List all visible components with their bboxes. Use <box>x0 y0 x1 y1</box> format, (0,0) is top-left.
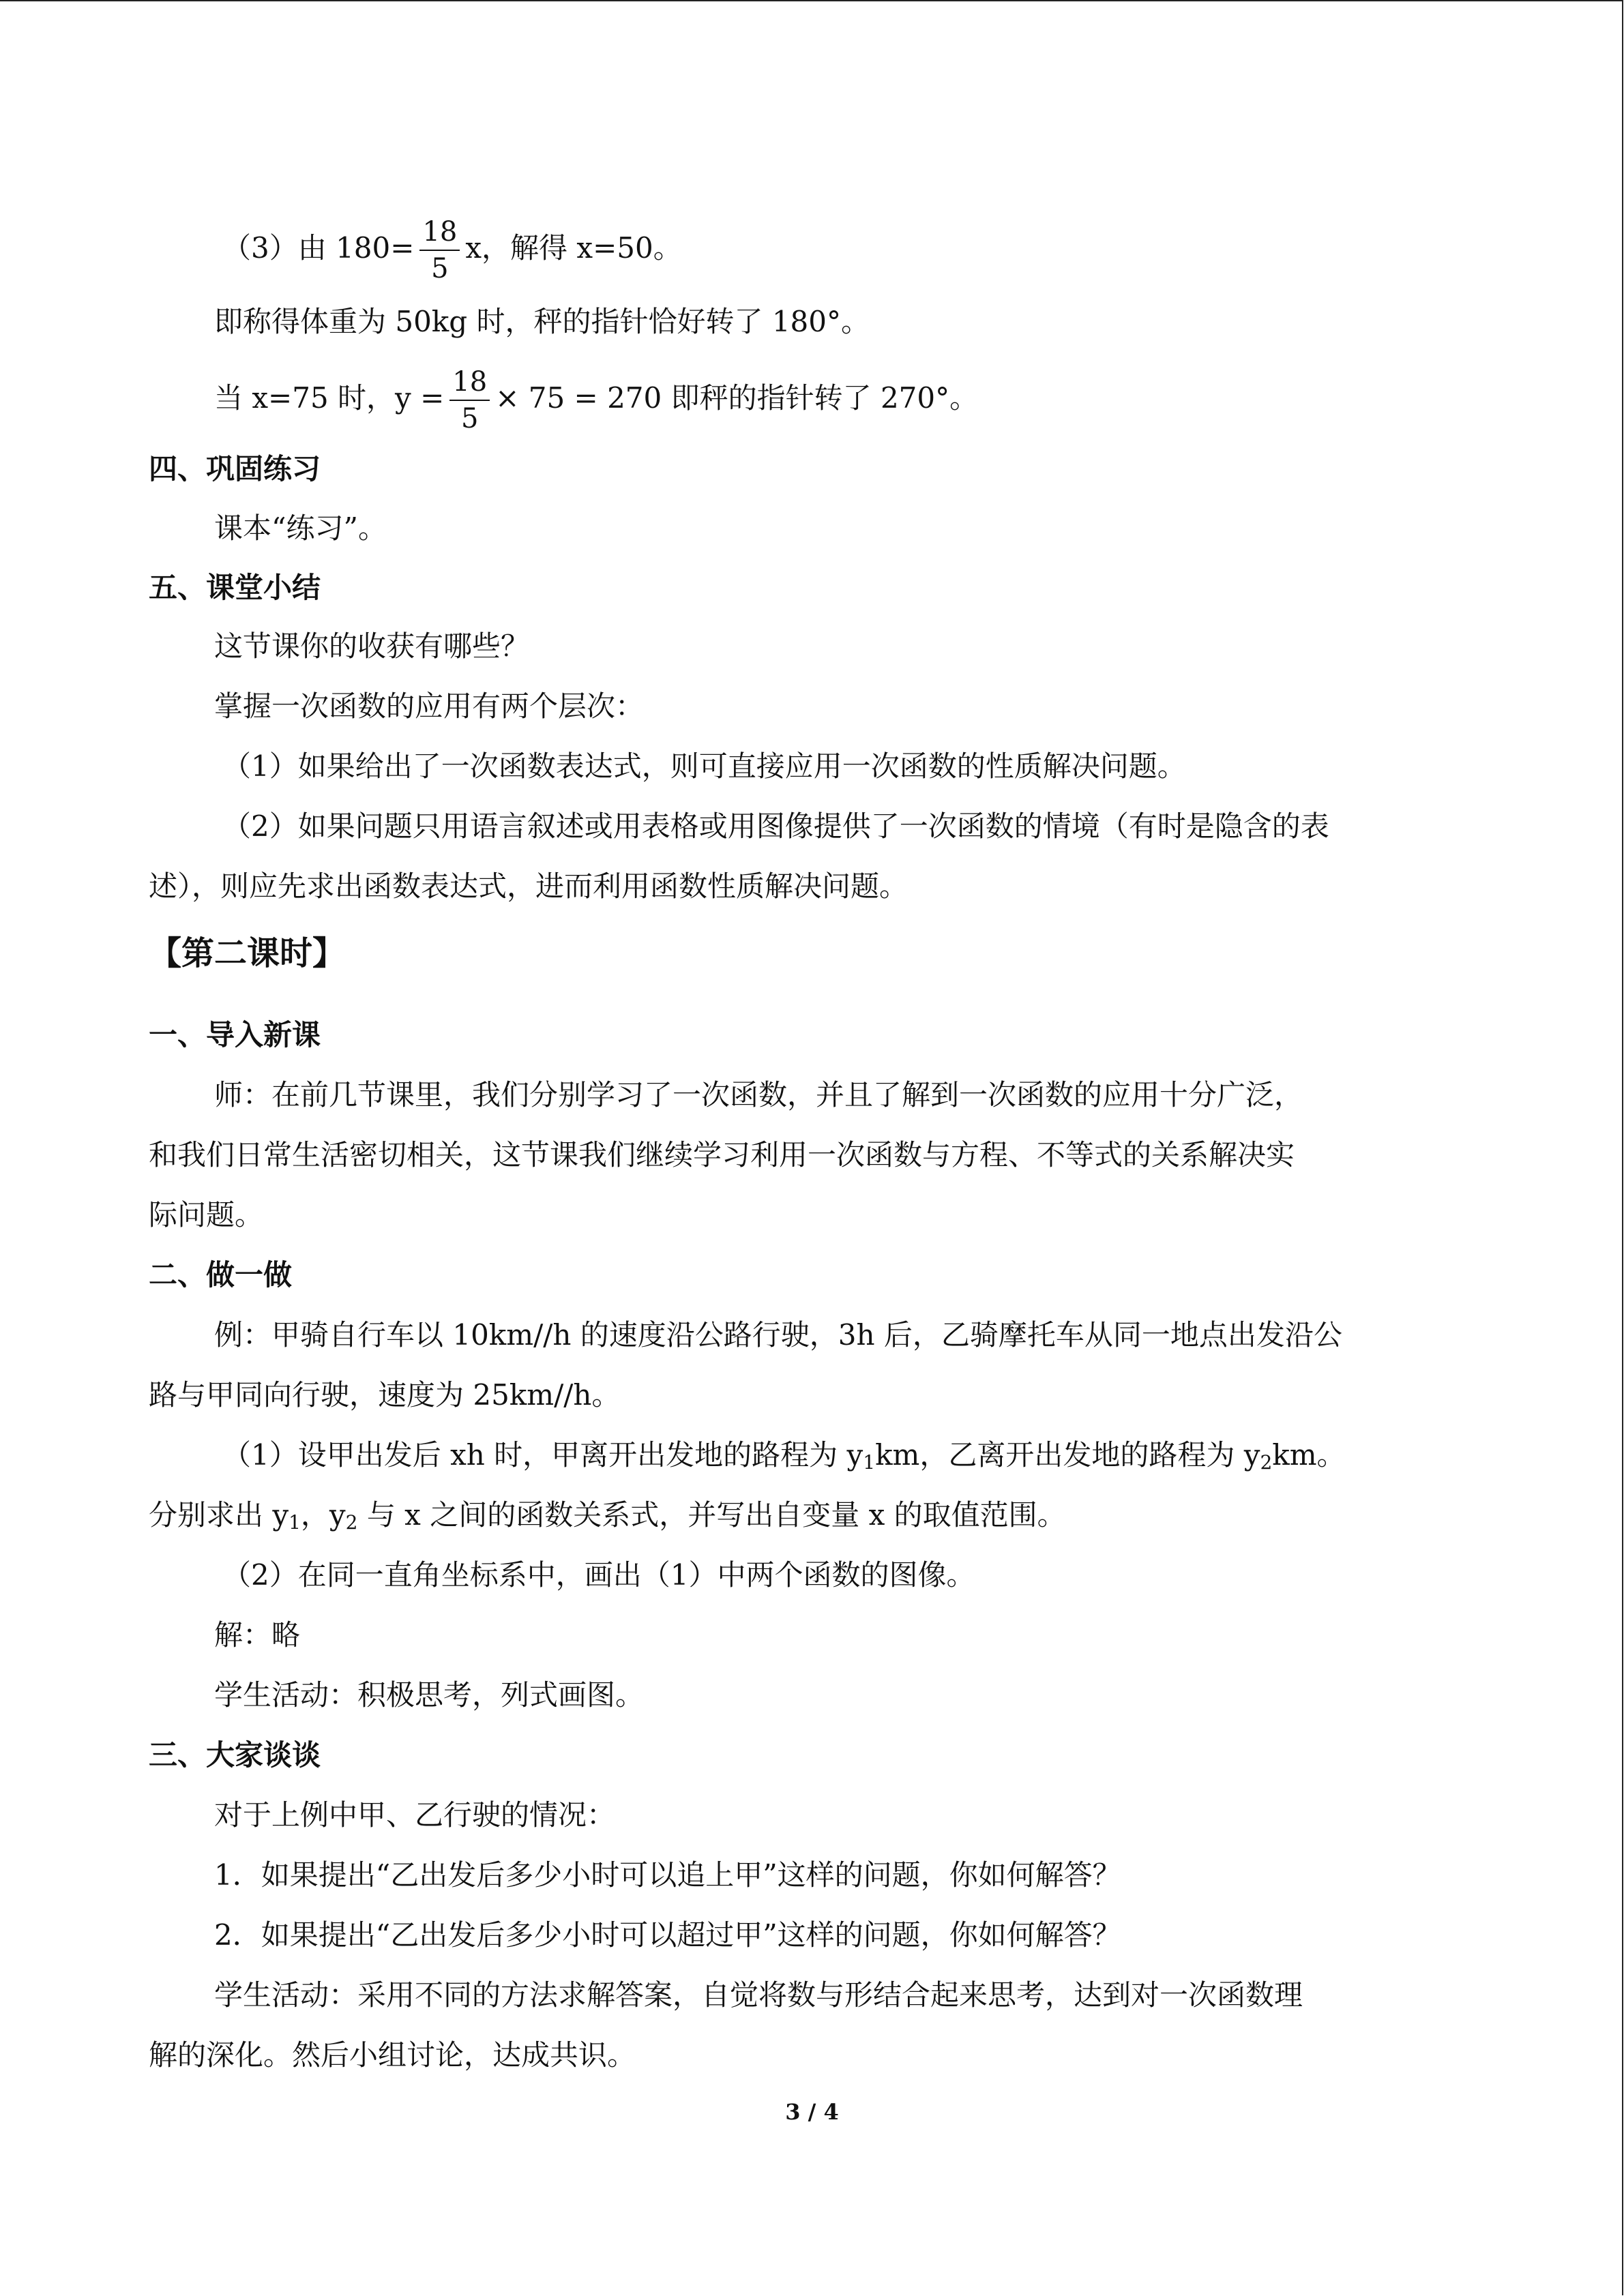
paragraph: 即称得体重为 50kg 时，秤的指针恰好转了 180°。 <box>214 305 870 338</box>
subscript: 1 <box>863 1451 876 1474</box>
text: 分别求出 y <box>149 1498 289 1532</box>
paragraph: （1）如果给出了一次函数表达式，则可直接应用一次函数的性质解决问题。 <box>222 749 1186 783</box>
paragraph: 例：甲骑自行车以 10km//h 的速度沿公路行驶，3h 后，乙骑摩托车从同一地点出发沿公 <box>214 1318 1342 1352</box>
paragraph: 师：在前几节课里，我们分别学习了一次函数，并且了解到一次函数的应用十分广泛， <box>214 1078 1303 1112</box>
subscript: 2 <box>345 1511 358 1534</box>
fraction-numerator: 18 <box>419 218 460 251</box>
paragraph: 2．如果提出“乙出发后多少小时可以超过甲”这样的问题，你如何解答？ <box>214 1918 1121 1952</box>
section-heading: 二、做一做 <box>149 1258 293 1292</box>
paragraph: 解的深化。然后小组讨论，达成共识。 <box>149 2038 636 2072</box>
question-2: （2）在同一直角坐标系中，画出（1）中两个函数的图像。 <box>222 1558 975 1592</box>
paragraph: 这节课你的收获有哪些？ <box>214 629 530 663</box>
fraction-numerator: 18 <box>449 368 490 401</box>
text: 与 x 之间的函数关系式，并写出自变量 x 的取值范围。 <box>357 1498 1066 1532</box>
fraction-denominator: 5 <box>461 403 479 434</box>
text: × 75 = 270 即秤的指针转了 270°。 <box>495 381 979 415</box>
fraction <box>419 218 460 282</box>
question-1 <box>222 1435 1346 1483</box>
paragraph: 掌握一次函数的应用有两个层次： <box>214 689 645 723</box>
section-heading: 五、课堂小结 <box>149 571 321 604</box>
paragraph: 学生活动：采用不同的方法求解答案，自觉将数与形结合起来思考，达到对一次函数理 <box>214 1978 1303 2012</box>
lesson-heading: 【第二课时】 <box>149 934 346 972</box>
question-1-continued <box>149 1495 1066 1543</box>
text: ，y <box>300 1498 346 1532</box>
paragraph: 学生活动：积极思考，列式画图。 <box>214 1678 645 1712</box>
text: x，解得 x=50。 <box>465 231 682 265</box>
text: km。 <box>1272 1438 1346 1472</box>
subscript: 1 <box>289 1511 301 1534</box>
text: （3）由 180= <box>222 231 415 265</box>
section-heading: 三、大家谈谈 <box>149 1738 321 1772</box>
paragraph: 解：略 <box>214 1618 301 1652</box>
fraction <box>449 368 490 432</box>
text: （1）设甲出发后 xh 时，甲离开出发地的路程为 y <box>222 1438 863 1472</box>
solution-step-3 <box>222 218 682 282</box>
paragraph: 述），则应先求出函数表达式，进而利用函数性质解决问题。 <box>149 869 909 903</box>
section-heading: 四、巩固练习 <box>149 452 321 486</box>
page-number: 3 / 4 <box>785 2099 839 2125</box>
paragraph: 和我们日常生活密切相关，这节课我们继续学习利用一次函数与方程、不等式的关系解决实 <box>149 1138 1295 1172</box>
paragraph: 路与甲同向行驶，速度为 25km//h。 <box>149 1378 621 1412</box>
section-heading: 一、导入新课 <box>149 1018 321 1052</box>
paragraph: 对于上例中甲、乙行驶的情况： <box>214 1798 616 1832</box>
text: 当 x=75 时，y = <box>214 381 445 415</box>
text: km，乙离开出发地的路程为 y <box>875 1438 1260 1472</box>
paragraph: 课本“练习”。 <box>214 511 387 545</box>
fraction-denominator: 5 <box>431 253 449 284</box>
paragraph: 1．如果提出“乙出发后多少小时可以追上甲”这样的问题，你如何解答？ <box>214 1858 1121 1892</box>
subscript: 2 <box>1260 1451 1273 1474</box>
paragraph: （2）如果问题只用语言叙述或用表格或用图像提供了一次函数的情境（有时是隐含的表 <box>222 809 1329 843</box>
formula-line <box>214 368 978 432</box>
paragraph: 际问题。 <box>149 1198 264 1232</box>
